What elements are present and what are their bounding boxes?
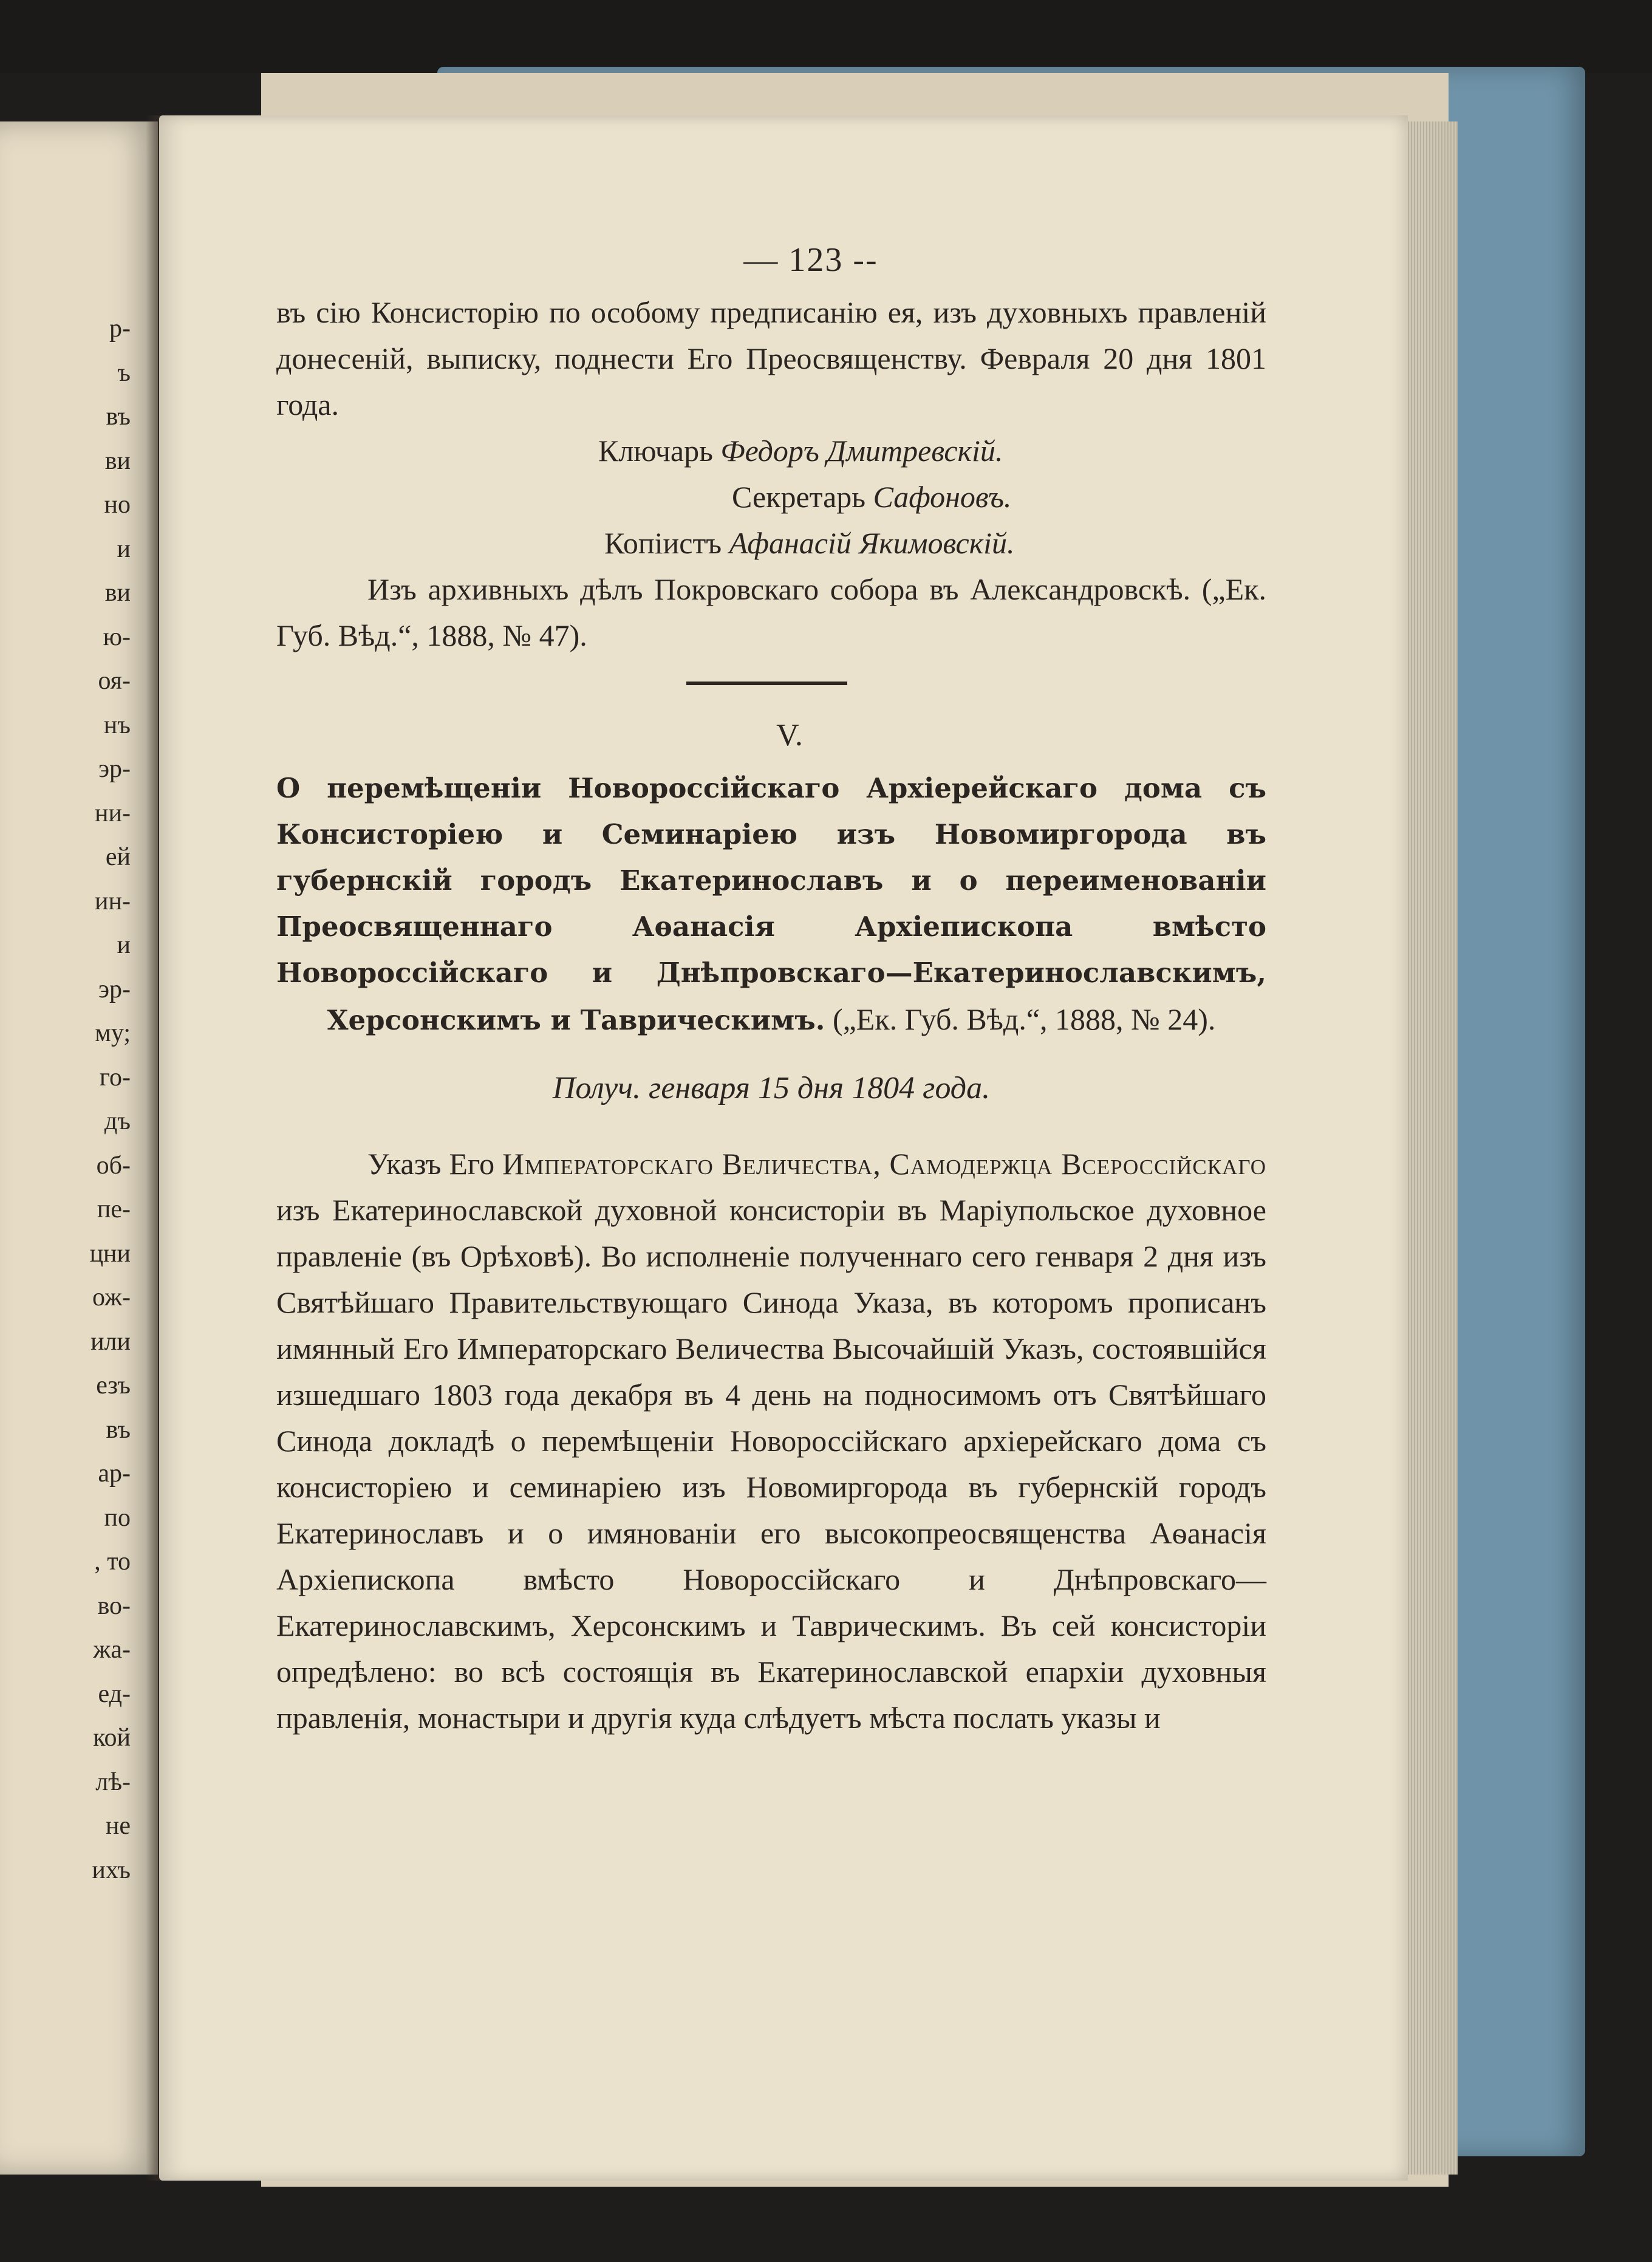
signature-kopiist (604, 520, 1266, 566)
left-page-line: дъ (104, 1107, 131, 1135)
page-number: — 123 -- (743, 241, 878, 279)
left-page-line: ар- (98, 1460, 131, 1488)
signature-name: Афанасій Якимовскій. (729, 526, 1015, 560)
left-page-line: об- (96, 1151, 131, 1180)
left-page-line: ни- (95, 799, 131, 827)
left-page-line: кой (93, 1724, 131, 1752)
signature-sekretar (732, 474, 1266, 520)
signature-kliuchar (598, 428, 1266, 474)
body-text: изъ Екатеринославской духовной консисторіи въ Маріупольское духовное правленіе (въ Орѣховѣ). Во исполненіе полученнаго сего генваря 2 дня изъ Святѣйшаго Правительствующаго Синода Указа, въ которомъ прописанъ имянный Его Императорскаго Величества Высочайшій Указъ, состоявшійся изшедшаго 1803 года декабря въ 4 день на подносимомъ отъ Святѣйшаго Синода докладѣ о перемѣщеніи Новороссійскаго архіерейскаго дома съ консисторіею и семинаріею изъ Новомиргорода въ губернскій городъ Екатеринославъ и о имянованіи его высокопреосвященства Аѳанасія Архіепископа вмѣсто Новороссійскаго и Днѣпровскаго—Екатеринославскимъ, Херсонскимъ и Таврическимъ. Въ сей консисторіи опредѣлено: во всѣ состоящія въ Екатеринославской епархіи духовныя правленія, монастыри и другія куда слѣдуетъ мѣста послать указы и (276, 1193, 1266, 1735)
body-smallcaps: Императорскаго Величества, Самодержца Всероссійскаго (502, 1147, 1266, 1181)
archive-note: Изъ архивныхъ дѣлъ Покровскаго собора въ Александровскѣ. („Ек. Губ. Вѣд.“, 1888, № 47). (276, 572, 1266, 652)
left-page-line: му; (95, 1019, 131, 1047)
section-number: V. (776, 718, 803, 753)
left-page-line: оя- (98, 667, 131, 695)
continuation-paragraph: въ сію Консисторію по особому предписанію ея, изъ духовныхъ правленій донесеній, выписку, поднести Его Преосвященству. Февраля 20 дня 1801 года. (276, 295, 1266, 422)
left-page-line: ед- (98, 1679, 131, 1708)
left-page-line: ю- (103, 623, 131, 651)
left-page-line: въ (106, 1415, 131, 1444)
signature-name: Федоръ Дмитревскій. (720, 434, 1003, 468)
left-page-line: но (104, 491, 131, 519)
left-page-line: лѣ- (95, 1768, 131, 1796)
left-page-line: или (90, 1327, 131, 1356)
signature-title: Копіистъ (604, 526, 722, 560)
left-page-line: ихъ (92, 1856, 131, 1884)
heading-source: („Ек. Губ. Вѣд.“, 1888, № 24). (825, 1002, 1216, 1036)
signature-name: Сафоновъ. (873, 480, 1012, 514)
left-page-line: эр- (98, 755, 131, 783)
body-intro: Указъ Его (367, 1147, 503, 1181)
left-page-line: нъ (103, 711, 131, 739)
left-page-line: не (105, 1812, 131, 1840)
left-page-line: ей (105, 843, 131, 871)
signature-title: Секретарь (732, 480, 866, 514)
left-page-line: цни (89, 1239, 131, 1268)
scan-background (0, 0, 1652, 73)
left-page-line: езъ (96, 1372, 131, 1399)
section-heading (276, 765, 1266, 1044)
signature-title: Ключарь (598, 434, 713, 468)
left-page-line: и (117, 535, 131, 563)
left-page-line: во- (97, 1591, 131, 1620)
section-divider (686, 682, 847, 685)
heading-text: О перемѣщеніи Новороссійскаго Архіерейскаго дома съ Консисторіею и Семинаріею изъ Новомиргорода въ губернскій городъ Екатеринославъ и о переименованіи Преосвященнаго Аѳанасія Архіепископа вмѣсто Новороссійскаго и Днѣпровскаго—Екатеринославскимъ, Херсонскимъ и Таврическимъ. (276, 772, 1266, 1036)
left-page-line: ви (104, 579, 131, 607)
left-page-line: жа- (93, 1636, 131, 1664)
left-page-line: ви (104, 446, 131, 475)
left-page-line: ож- (92, 1283, 131, 1311)
left-page-line: въ (106, 403, 131, 431)
left-page-line: , то (94, 1548, 131, 1576)
left-page-line: ин- (95, 887, 131, 915)
left-page-text (0, 307, 131, 1892)
body-paragraph (276, 1141, 1266, 1741)
left-page-line: пе- (97, 1195, 131, 1223)
left-page-line: и (117, 931, 131, 959)
left-page-line: эр- (98, 975, 131, 1003)
left-page-line: ъ (117, 358, 131, 387)
page-content (276, 231, 1266, 1741)
received-date: Получ. генваря 15 дня 1804 года. (552, 1071, 991, 1105)
left-page-line: го- (99, 1063, 131, 1092)
left-page-line: р- (109, 315, 131, 343)
left-page-line: по (104, 1503, 131, 1532)
